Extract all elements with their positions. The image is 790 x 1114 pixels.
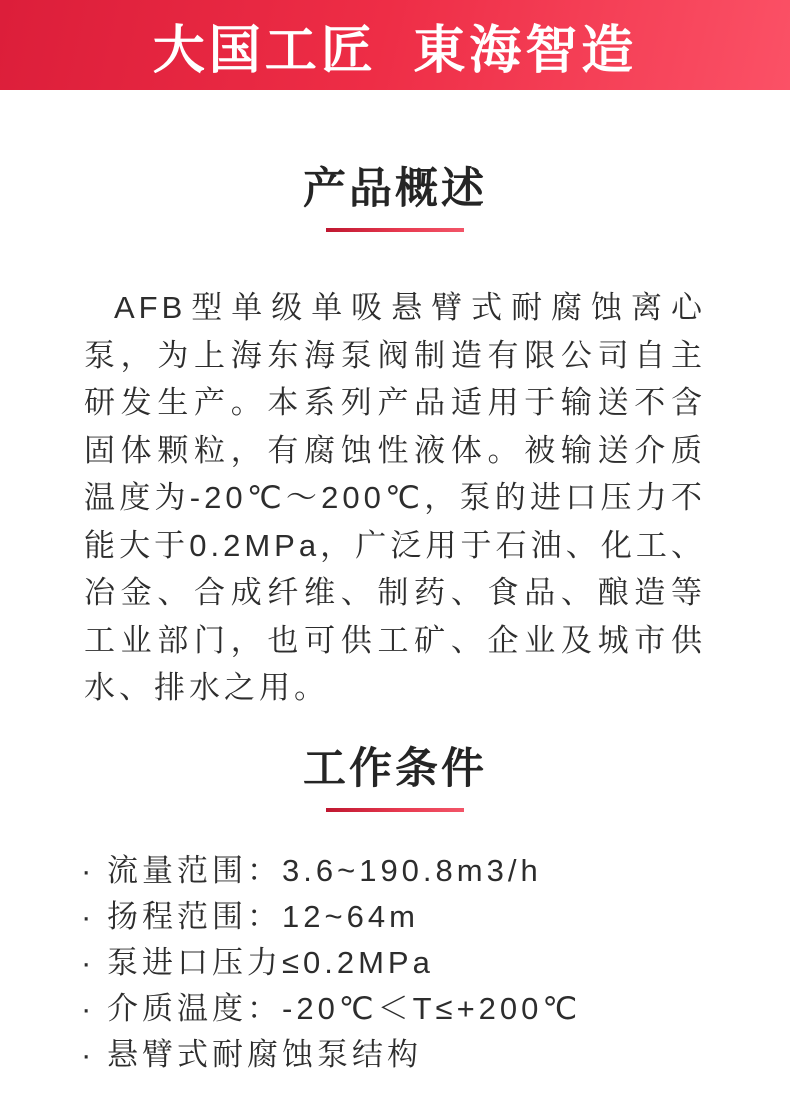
- banner-slogan: 大国工匠 東海智造: [152, 21, 638, 80]
- spec-text-flow-range: 流量范围：3.6~190.8m3/h: [107, 852, 542, 888]
- bullet-icon: ·: [81, 898, 92, 934]
- bullet-icon: ·: [81, 852, 92, 888]
- section-title-product-overview: 产品概述: [303, 165, 487, 213]
- spec-text-inlet-pressure: 泵进口压力≤0.2MPa: [107, 944, 434, 980]
- section-title-working-conditions: 工作条件: [303, 744, 487, 793]
- bullet-icon: ·: [81, 1036, 92, 1072]
- list-item: [81, 894, 709, 940]
- spec-text-head-range: 扬程范围：12~64m: [107, 898, 419, 934]
- list-item: [81, 986, 709, 1032]
- bullet-icon: ·: [81, 990, 92, 1026]
- list-item: [81, 940, 709, 986]
- list-item: [81, 1032, 709, 1078]
- product-overview-paragraph: AFB型单级单吸悬臂式耐腐蚀离心泵，为上海东海泵阀制造有限公司自主研发生产。本系列产品适用于输送不含固体颗粒，有腐蚀性液体。被输送介质温度为-20℃～200℃，泵的进口压力不能大于0.2MPa，广泛用于石油、化工、冶金、合成纤维、制药、食品、酿造等工业部门，也可供工矿、企业及城市供水、排水之用。: [84, 290, 706, 705]
- title-underline-accent: [326, 228, 464, 232]
- list-item: [81, 848, 709, 894]
- bullet-icon: ·: [81, 944, 92, 980]
- header-banner: [0, 0, 790, 90]
- spec-text-structure: 悬臂式耐腐蚀泵结构: [107, 1036, 422, 1072]
- title-underline-accent: [326, 808, 464, 812]
- working-conditions-list: [81, 848, 709, 1078]
- spec-text-medium-temperature: 介质温度：-20℃＜T≤+200℃: [107, 990, 582, 1026]
